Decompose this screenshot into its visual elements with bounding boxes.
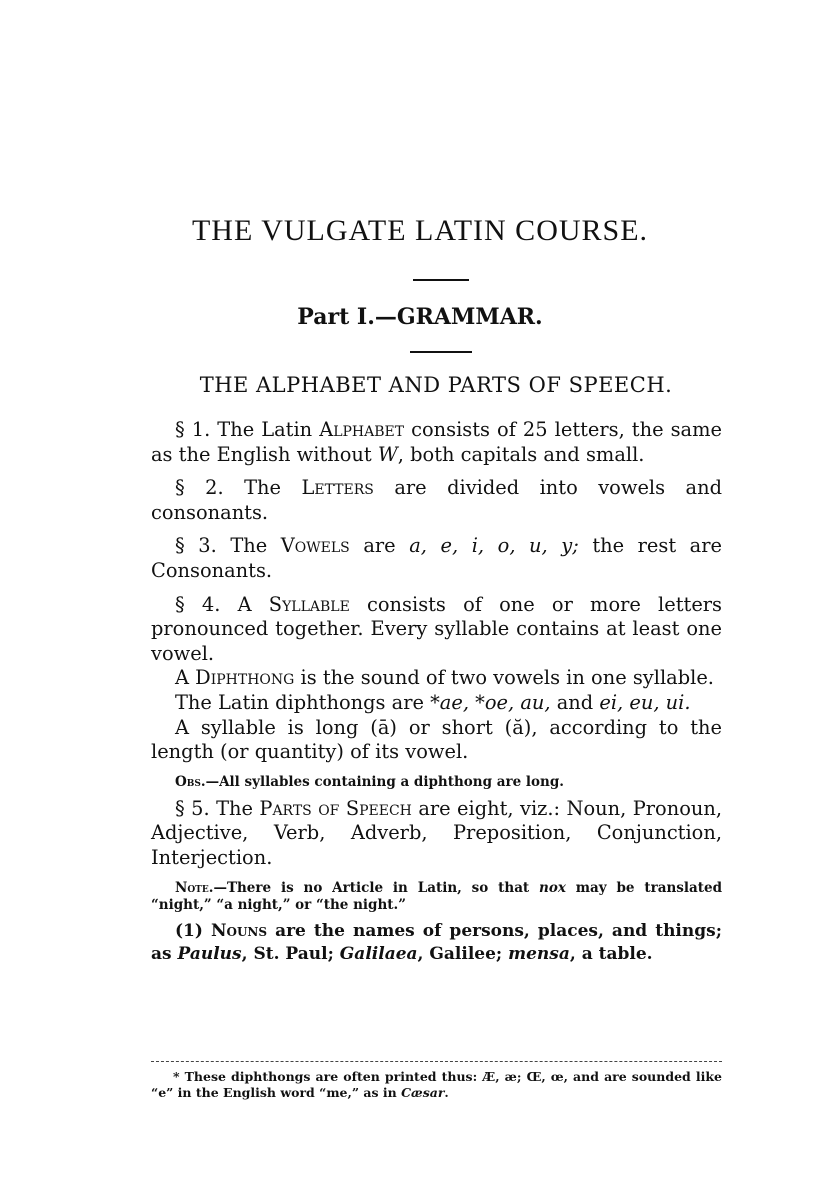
part-rule [410,351,472,353]
article-note: Note.—There is no Article in Latin, so that nox may be translated “night,” “a night,” or “the night.” [151,879,723,913]
section-3-paragraph: § 3. The Vowels are a, e, i, o, u, y; the rest are Consonants. [151,534,722,582]
section-number: § 4. [175,592,238,616]
term-alphabet: Alphabet [319,418,405,441]
part-heading: Part I.—GRAMMAR. [297,304,543,330]
section-heading: THE ALPHABET AND PARTS OF SPEECH. [199,373,673,397]
term-letters: Letters [301,476,374,500]
latin-diphthongs-paragraph: The Latin diphthongs are *ae, *oe, au, and ei, eu, ui. [175,690,691,714]
nouns-paragraph: (1) Nouns are the names of persons, places, and things; as Paulus, St. Paul; Galilaea, Galilee; mensa, a table. [151,920,722,964]
footnote: * These diphthongs are often printed thus: Æ, æ; Œ, œ, and are sounded like “e” in the English word “me,” as in Cæsar. [151,1069,722,1100]
main-text [151,418,722,966]
section-number: § 2. [175,476,245,500]
term-syllable: Syllable [268,592,350,616]
section-5-paragraph: § 5. The Parts of Speech are eight, viz.: Noun, Pronoun, Adjective, Verb, Adverb, Preposition, Conjunction, Interjection. [151,796,723,869]
diphthong-list: ei, eu, ui. [599,690,691,714]
observation-note: Obs.—All syllables containing a diphthong are long. [175,773,564,790]
quantity-paragraph: A syllable is long (ā) or short (ă), according to the length (or quantity) of its vowel. [151,715,722,764]
section-2-paragraph: § 2. The Letters are divided into vowels and consonants. [151,476,722,524]
title-rule [413,279,469,281]
diphthong-paragraph: A Diphthong is the sound of two vowels in one syllable. [175,666,714,690]
section-number: § 5. [175,796,217,820]
term-vowels: Vowels [280,534,350,558]
diphthong-list: *ae, *oe, au, [430,690,551,714]
term-diphthong: Diphthong [195,666,295,690]
term-parts-of-speech: Parts of Speech [259,796,412,820]
section-1-paragraph: § 1. The Latin Alphabet consists of 25 letters, the same as the English without W, both capitals and small. [151,418,722,466]
term-nouns: Nouns [210,920,268,941]
page-title: THE VULGATE LATIN COURSE. [191,214,649,247]
section-4-paragraph: § 4. A Syllable consists of one or more letters pronounced together. Every syllable contains at least one vowel. [151,592,723,665]
section-number: § 1. [175,418,218,441]
footnote-divider [151,1061,722,1062]
vowel-list: a, e, i, o, u, y; [409,534,579,558]
section-number: § 3. [175,534,231,558]
